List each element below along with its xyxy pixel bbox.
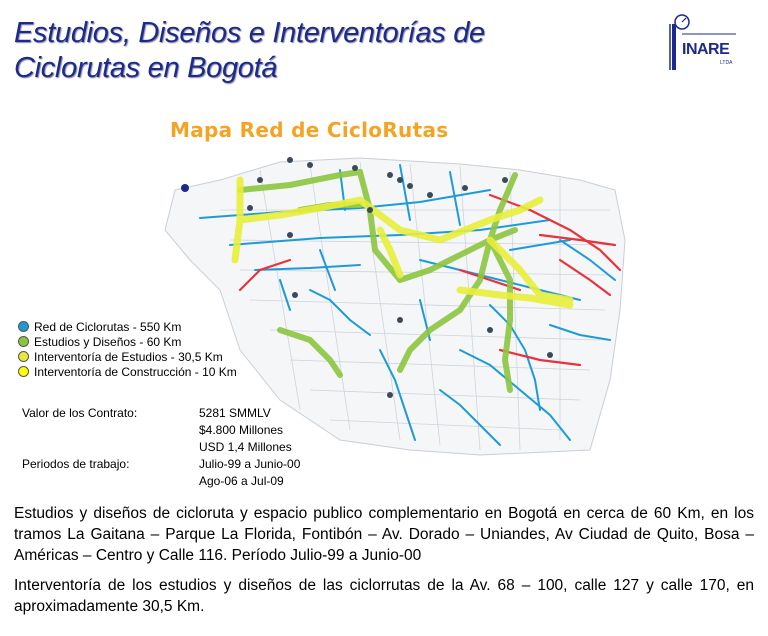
periodo-2: Ago-06 a Jul-09 [199, 474, 284, 488]
map-legend [18, 320, 237, 380]
legend-dot-icon [18, 366, 29, 377]
legend-item-ciclorutas: Red de Ciclorutas - 550 Km [18, 320, 237, 335]
legend-dot-icon [18, 336, 29, 347]
legend-item-interventoria-construccion: Interventoría de Construcción - 10 Km [18, 365, 237, 380]
legend-item-interventoria-estudios: Interventoría de Estudios - 30,5 Km [18, 350, 237, 365]
legend-dot-icon [18, 351, 29, 362]
legend-item-estudios: Estudios y Diseños - 60 Km [18, 335, 237, 350]
periodos-label: Periodos de trabajo: [22, 457, 130, 471]
title-line-2: Ciclorutas en Bogotá [14, 52, 278, 84]
title-line-1: Estudios, Diseños e Interventorías de [14, 17, 485, 49]
valor-2: $4.800 Millones [199, 423, 284, 437]
north-arrow-icon [181, 184, 189, 192]
logo-subtext: LTDA [720, 60, 733, 66]
logo-text: INARE [682, 41, 730, 58]
paragraph-interventoria: Interventoría de los estudios y diseños de las ciclorrutas de la Av. 68 – 100, calle 127 y calle 170, en aproximadamente 30,5 Km. [14, 577, 754, 615]
map-title: Mapa Red de CicloRutas [170, 118, 449, 142]
paragraph-estudios: Estudios y diseños de cicloruta y espacio publico complementario en Bogotá en cerca de 60 Km, en los tramos La Gaitana – Parque La Florida, Fontibón – Av. Dorado – Uniandes, Av Ciudad de Quito, Bosa – Américas – Centro y Calle 116. Período Julio-99 a Junio-00 [14, 505, 754, 564]
valor-3: USD 1,4 Millones [199, 440, 292, 454]
periodo-1: Julio-99 a Junio-00 [199, 457, 301, 471]
page-title [14, 16, 485, 86]
inare-logo [662, 10, 738, 74]
legend-dot-icon [18, 321, 29, 332]
valor-label: Valor de los Contrato: [22, 406, 138, 420]
valor-1: 5281 SMMLV [199, 406, 271, 420]
